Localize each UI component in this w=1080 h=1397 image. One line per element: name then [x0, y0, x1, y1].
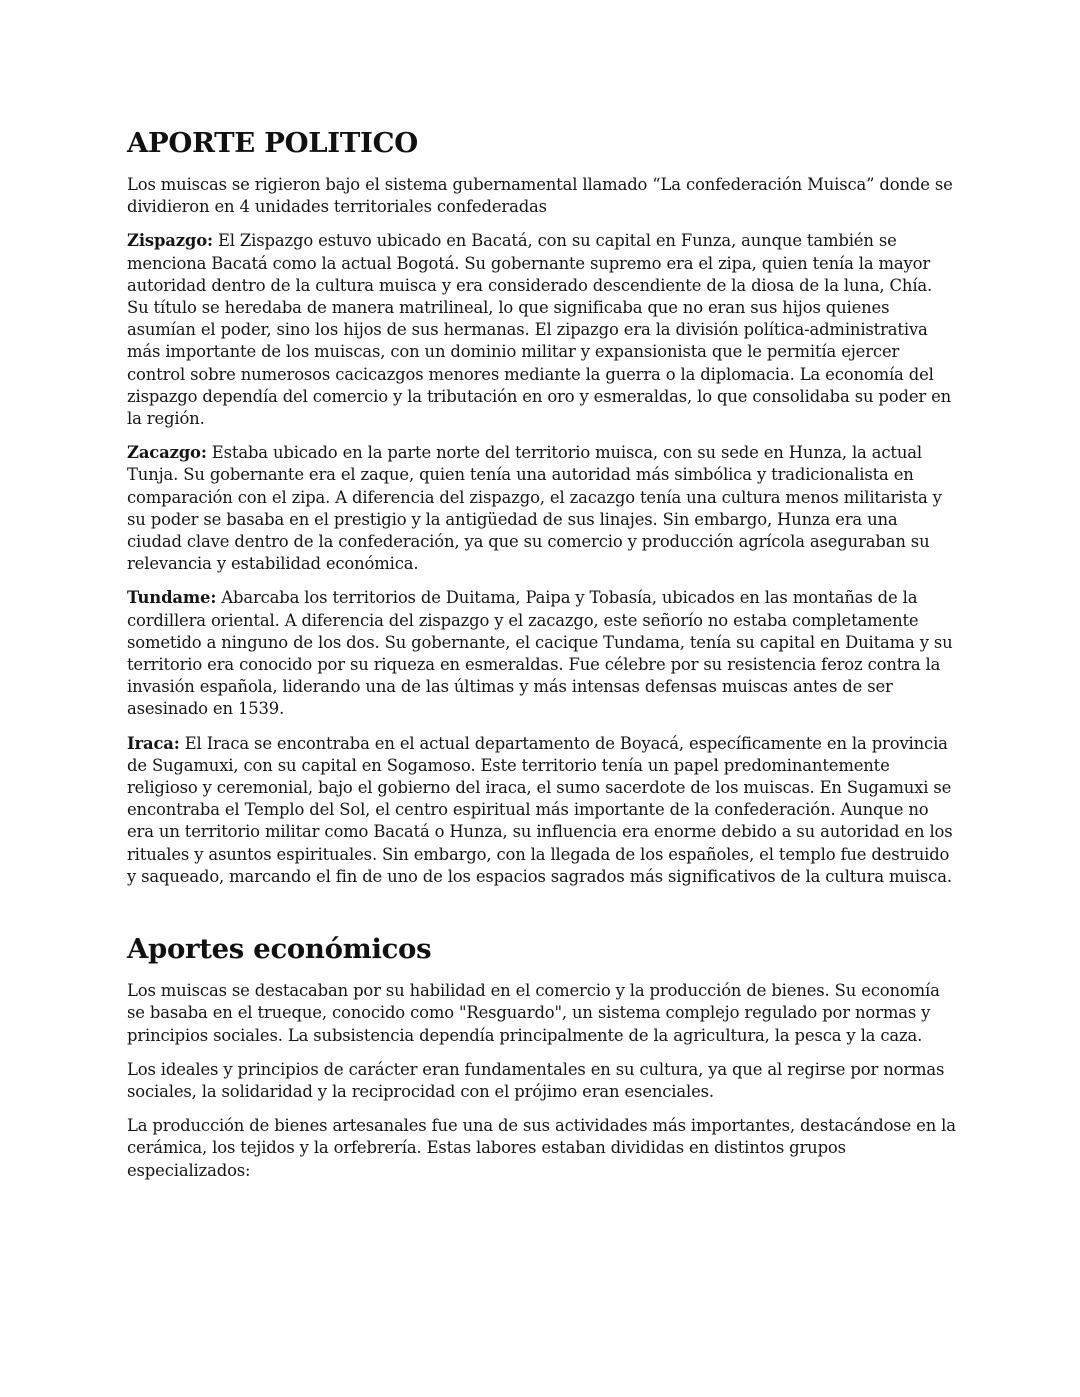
- politico-intro-paragraph: Los muiscas se rigieron bajo el sistema gubernamental llamado “La confederación Muisca” donde se dividieron en 4 unidades territoriales confederadas: [127, 175, 953, 217]
- section-heading-economicos: Aportes económicos: [127, 933, 432, 966]
- territory-paragraph-zispazgo: [127, 230, 957, 430]
- territory-description: Estaba ubicado en la parte norte del territorio muisca, con su sede en Hunza, la actual Tunja. Su gobernante era el zaque, quien tenía una autoridad más simbólica y tradicionalista en comparación con el zipa. A diferencia del zispazgo, el zacazgo tenía una cultura menos militarista y su poder se basaba en el prestigio y la antigüedad de sus linajes. Sin embargo, Hunza era una ciudad clave dentro de la confederación, ya que su comercio y producción agrícola aseguraban su relevancia y estabilidad económica.: [127, 443, 942, 574]
- territory-term: Zacazgo:: [127, 443, 207, 463]
- territory-description: Abarcaba los territorios de Duitama, Paipa y Tobasía, ubicados en las montañas de la cordillera oriental. A diferencia del zispazgo y el zacazgo, este señorío no estaba completamente sometido a ninguno de los dos. Su gobernante, el cacique Tundama, tenía su capital en Duitama y su territorio era conocido por su riqueza en esmeraldas. Fue célebre por su resistencia feroz contra la invasión española, liderando una de las últimas y más intensas defensas muiscas antes de ser asesinado en 1539.: [127, 588, 953, 719]
- economicos-paragraph: La producción de bienes artesanales fue una de sus actividades más importantes, destacándose en la cerámica, los tejidos y la orfebrería. Estas labores estaban divididas en distintos grupos especializados:: [127, 1116, 956, 1180]
- economicos-paragraph: Los muiscas se destacaban por su habilidad en el comercio y la producción de bienes. Su economía se basaba en el trueque, conocido como "Resguardo", un sistema complejo regulado por normas y principios sociales. La subsistencia dependía principalmente de la agricultura, la pesca y la caza.: [127, 981, 940, 1045]
- section-heading-politico: APORTE POLITICO: [127, 127, 418, 159]
- document-page: [127, 122, 957, 1194]
- territory-term: Zispazgo:: [127, 231, 213, 251]
- territory-paragraph-tundame: [127, 587, 957, 720]
- territory-description: El Iraca se encontraba en el actual departamento de Boyacá, específicamente en la provincia de Sugamuxi, con su capital en Sogamoso. Este territorio tenía un papel predominantemente religioso y ceremonial, bajo el gobierno del iraca, el sumo sacerdote de los muiscas. En Sugamuxi se encontraba el Templo del Sol, el centro espiritual más importante de la confederación. Aunque no era un territorio militar como Bacatá o Hunza, su influencia era enorme debido a su autoridad en los rituales y asuntos espirituales. Sin embargo, con la llegada de los españoles, el templo fue destruido y saqueado, marcando el fin de uno de los espacios sagrados más significativos de la cultura muisca.: [127, 733, 953, 886]
- territory-paragraph-iraca: [127, 733, 957, 888]
- territory-paragraph-zacazgo: [127, 442, 957, 575]
- economicos-paragraph: Los ideales y principios de carácter eran fundamentales en su cultura, ya que al regirse por normas sociales, la solidaridad y la reciprocidad con el prójimo eran esenciales.: [127, 1059, 945, 1101]
- territory-description: El Zispazgo estuvo ubicado en Bacatá, con su capital en Funza, aunque también se menciona Bacatá como la actual Bogotá. Su gobernante supremo era el zipa, quien tenía la mayor autoridad dentro de la cultura muisca y era considerado descendiente de la diosa de la luna, Chía. Su título se heredaba de manera matrilineal, lo que significaba que no eran sus hijos quienes asumían el poder, sino los hijos de sus hermanas. El zipazgo era la división política-administrativa más importante de los muiscas, con un dominio militar y expansionista que le permitía ejercer control sobre numerosos cacicazgos menores mediante la guerra o la diplomacia. La economía del zispazgo dependía del comercio y la tributación en oro y esmeraldas, lo que consolidaba su poder en la región.: [127, 231, 952, 429]
- territory-term: Tundame:: [127, 588, 217, 608]
- territory-term: Iraca:: [127, 733, 180, 753]
